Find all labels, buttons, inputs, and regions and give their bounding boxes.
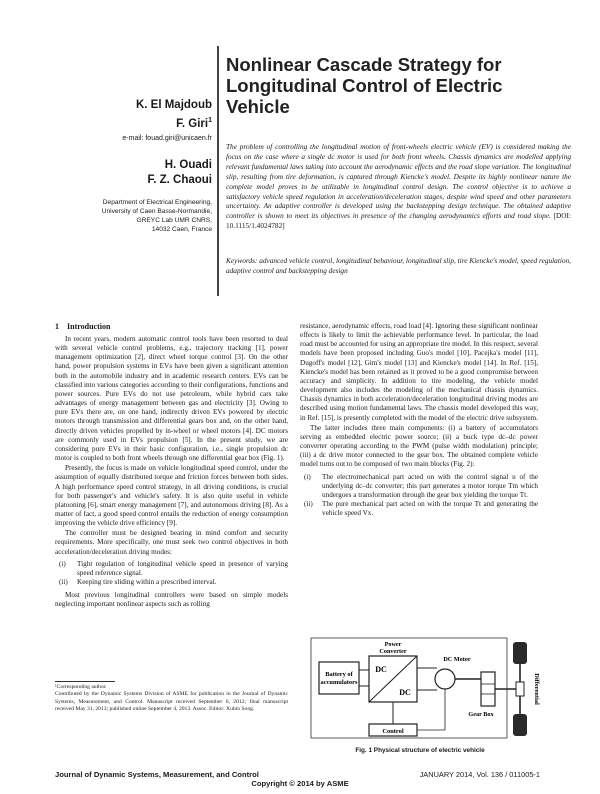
converter-label: Converter bbox=[379, 648, 407, 655]
author-block bbox=[40, 98, 212, 234]
affiliation-line: GREYC Lab UMR CNRS, bbox=[136, 216, 212, 224]
affiliation-line: University of Caen Basse-Normandie, bbox=[101, 207, 212, 215]
differential-label: Differential bbox=[533, 673, 540, 705]
figure-electric-vehicle-diagram bbox=[305, 632, 541, 762]
author-name bbox=[40, 113, 212, 132]
battery-block bbox=[319, 662, 359, 694]
paragraph: Most previous longitudinal controllers were based on simple models neglecting important nonlinear aspects such as rolling bbox=[55, 591, 288, 609]
battery-label: accumulators bbox=[320, 679, 358, 686]
list-item bbox=[300, 500, 538, 518]
author-name: H. Ouadi bbox=[164, 158, 212, 171]
title-divider bbox=[217, 46, 219, 296]
footnotes bbox=[55, 681, 288, 714]
list-marker: (ii) bbox=[59, 578, 68, 587]
author-email[interactable]: e-mail: fouad.giri@unicaen.fr bbox=[122, 134, 212, 142]
left-column bbox=[55, 322, 288, 611]
paper-title: Nonlinear Cascade Strategy for Longitudinal Control of Electric Vehicle bbox=[226, 54, 503, 117]
converter-label: Power bbox=[384, 641, 402, 648]
copyright: Copyright © 2014 by ASME bbox=[251, 779, 349, 788]
differential-block bbox=[516, 682, 524, 696]
list-text: Tight regulation of longitudinal vehicle speed in presence of varying speed reference signal. bbox=[77, 559, 288, 577]
paragraph: In recent years, modern automatic control tools have been resorted to deal with several vehicle control problems, e.g., trajectory tracking [1], power management optimization [2], direct wheel torque control [3]. On the other hand, power propulsion systems in EVs have been given a significant attention both in the automobile industry and in academic research centers. EVs can be classified into various categories according to their configurations, functions and power sources. Pure EVs do not use petroleum, while hybrid cars take advantages of energy management between gas and electricity [3]. Owing to pure EVs there are, on one hand, indirectly driven EVs powered by electric motors through transmission and differential gears box and, on the other hand, directly driven vehicles propelled by in-wheel or wheel motors [4]. DC motors are commonly used in EVs propulsion [5]. In the present study, we are considering pure EVs in their basic configuration, i.e., single propulsion dc motor is coupled to both front wheels through one differential gear box (Fig. 1). bbox=[55, 335, 288, 463]
list-marker: (i) bbox=[304, 472, 311, 481]
doi-link[interactable]: [DOI: 10.1115/1.4024782] bbox=[226, 211, 572, 231]
footnote-rule bbox=[55, 681, 115, 682]
list-item bbox=[55, 578, 288, 587]
model-blocks-list bbox=[300, 473, 538, 519]
list-marker: (i) bbox=[59, 559, 66, 568]
list-text: The pure mechanical part acted on with the torque Tt and generating the vehicle speed Vx. bbox=[322, 499, 538, 518]
section-heading bbox=[55, 322, 288, 332]
keywords: Keywords: advanced vehicle control, longitudinal behaviour, longitudinal slip, tire Kiencke's model, speed regulation, adaptive control and backstepping design bbox=[226, 256, 571, 275]
author-name: K. El Majdoub bbox=[135, 99, 212, 111]
list-item bbox=[300, 473, 538, 500]
affiliation-line: 14032 Caen, France bbox=[151, 225, 212, 233]
dc-motor-icon bbox=[435, 669, 455, 689]
objective-list bbox=[55, 560, 288, 587]
abstract bbox=[226, 142, 571, 231]
right-column bbox=[300, 322, 538, 522]
list-marker: (ii) bbox=[304, 499, 313, 508]
converter-dc-out: DC bbox=[399, 688, 411, 697]
control-label: Control bbox=[382, 728, 404, 735]
journal-name: Journal of Dynamic Systems, Measurement, and Control bbox=[55, 770, 259, 779]
section-title: Introduction bbox=[67, 322, 111, 331]
affiliation bbox=[40, 198, 212, 234]
list-item bbox=[55, 560, 288, 578]
paragraph: resistance, aerodynamic effects, road load [4]. Ignoring these significant nonlinear effects is likely to limit the achievable performance level. In particular, the load road must be accounted for using an appropriate tire model. In this respect, several models have been proposed including Guo's model [10], Pacejka's model [11], Dugoff's model [12], Gim's model [13] and Kiencke's model [14]. In Ref. [15], Kiencke's model has been retained as it proved to be a good compromise between accuracy and simplicity. In addition to tire modeling, the vehicle model development also includes the modeling of the mechanical chassis dynamics. Chassis dynamics in both acceleration/deceleration longitudinal driving modes are described using motion fundamental laws. The chassis model developed this way, in Ref. [15], is presently completed with the model of the electric drive subsystem. bbox=[300, 322, 538, 422]
converter-dc-in: DC bbox=[375, 665, 387, 674]
footnote: ¹Corresponding author. bbox=[55, 684, 107, 690]
battery-label: Battery of bbox=[325, 671, 353, 678]
footnote: Contributed by the Dynamic Systems Division of ASME for publication in the Journal of Dynamic Systems, Measurement, and Control. Manuscript received September 6, 2012; final manuscript received May 31, 2013; published online September 4, 2013. Assoc. Editor: Xubin Song. bbox=[55, 691, 288, 713]
wheel-icon bbox=[513, 642, 527, 664]
abstract-text: The problem of controlling the longitudinal motion of front-wheels electric vehicle (EV) is considered making the focus on the case where a single dc motor is used for both front wheels. Chassis dynamics are modelled applying relevant fundamental laws taking into account the aerodynamic effects and the road slope variation. The longitudinal slip, resulting from tire deformation, is captured through Kiencke's model. Despite its highly nonlinear nature the complete model proves to be utilizable in longitudinal control design. The control objective is to achieve a satisfactory vehicle speed regulation in acceleration/deceleration stages, despite wind speed and other parameters uncertainty. An adaptive controller is developed using the backstepping design technique. The obtained adaptive controller is shown to meet its objectives in presence of the changing aerodynamics efforts and road slope. bbox=[226, 142, 571, 221]
paragraph: Presently, the focus is made on vehicle longitudinal speed control, under the assumption of equally distributed torque and friction forces between both sides. A high performance speed control strategy, in all driving conditions, is crucial for both passenger's and vehicle's safety. It is also quite useful in vehicle platooning [6], smart energy management [7], and autonomous driving [8]. As a matter of fact, a good speed control entails the reduction of energy consumption improving the vehicle drive efficiency [9]. bbox=[55, 464, 288, 528]
wheel-icon bbox=[513, 714, 527, 736]
author-footnote-mark: 1 bbox=[208, 117, 212, 124]
figure-caption: Fig. 1 Physical structure of electric vehicle bbox=[355, 747, 485, 754]
section-number: 1 bbox=[55, 322, 59, 331]
motor-label: DC Motor bbox=[443, 656, 471, 663]
paragraph: The controller must be designed bearing in mind comfort and security requirements. More specifically, one must seek two control objectives in both acceleration/deceleration driving modes: bbox=[55, 529, 288, 556]
author-name-text: F. Giri bbox=[176, 117, 209, 130]
list-text: The electromechanical part acted on with the control signal u of the underlying dc–dc converter; this part generates a motor torque Tm which undergoes a transformation through the gear box yielding the torque Tt. bbox=[322, 472, 538, 499]
paragraph: The latter includes three main components: (i) a battery of accumulators serving as embedded electric power source; (ii) a buck type dc–dc power converter operating according to the PWM (pulse width modulation) principle; (iii) a dc drive motor connected to the gear box. The obtained complete vehicle model turns out to be composed of two main blocks (Fig. 2): bbox=[300, 423, 538, 469]
gearbox-block bbox=[481, 672, 495, 706]
issue-info: JANUARY 2014, Vol. 136 / 011005-1 bbox=[419, 770, 540, 779]
gearbox-label: Gear Box bbox=[468, 711, 494, 718]
author-name: F. Z. Chaoui bbox=[147, 173, 212, 186]
affiliation-line: Department of Electrical Engineering, bbox=[102, 198, 212, 206]
list-text: Keeping tire sliding within a prescribed interval. bbox=[77, 578, 217, 587]
